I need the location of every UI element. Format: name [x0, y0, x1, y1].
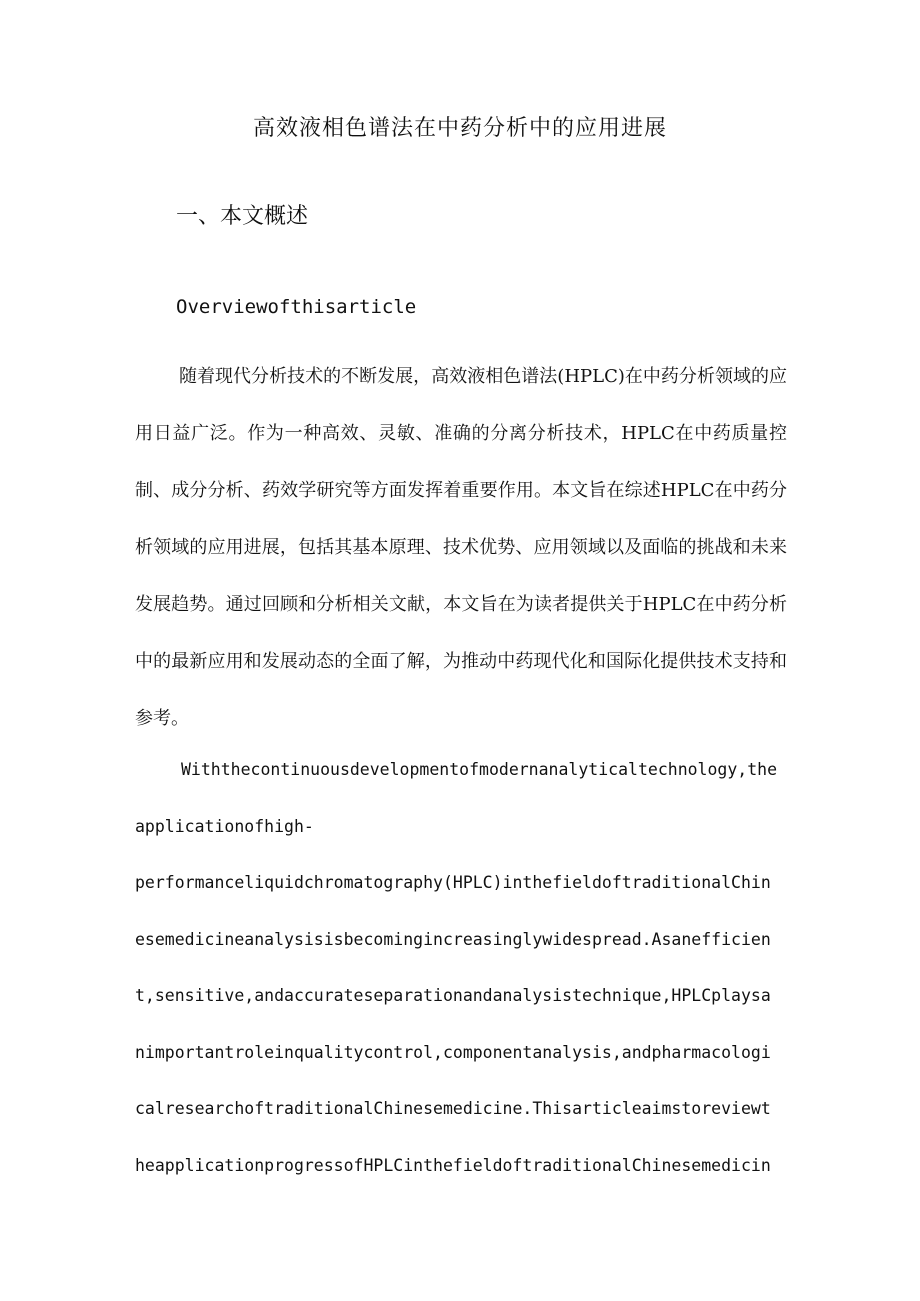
paragraph-english-line: heapplicationprogressofHPLCinthefieldoftraditionalChinesemedicin: [135, 1155, 771, 1175]
paragraph-english-line: applicationofhigh-: [135, 816, 314, 836]
section-subheading: Overviewofthisarticle: [176, 296, 417, 318]
paragraph-english-line: Withthecontinuousdevelopmentofmodernanalyticaltechnology,the: [181, 760, 778, 779]
paragraph-english: [135, 742, 785, 1194]
paragraph-chinese: 随着现代分析技术的不断发展，高效液相色谱法(HPLC)在中药分析领域的应用日益广泛。作为一种高效、灵敏、准确的分离分析技术，HPLC在中药质量控制、成分分析、药效学研究等方面发挥着重要作用。本文旨在综述HPLC在中药分析领域的应用进展，包括其基本原理、技术优势、应用领域以及面临的挑战和未来发展趋势。通过回顾和分析相关文献，本文旨在为读者提供关于HPLC在中药分析中的最新应用和发展动态的全面了解，为推动中药现代化和国际化提供技术支持和参考。: [135, 366, 787, 729]
paragraph-english-line: t,sensitive,andaccurateseparationandanalysistechnique,HPLCplaysa: [135, 986, 771, 1005]
section-heading: 一、本文概述: [176, 204, 309, 229]
paragraph-english-line: nimportantroleinqualitycontrol,componentanalysis,andpharmacologi: [135, 1042, 771, 1062]
paragraph-english-line: esemedicineanalysisisbecomingincreasinglywidespread.Asanefficien: [135, 929, 771, 949]
document-title: 高效液相色谱法在中药分析中的应用进展: [252, 116, 667, 141]
paragraph-english-line: calresearchoftraditionalChinesemedicine.Thisarticleaimstoreviewt: [135, 1099, 771, 1118]
paragraph-english-line: performanceliquidchromatography(HPLC)inthefieldoftraditionalChin: [135, 873, 771, 892]
